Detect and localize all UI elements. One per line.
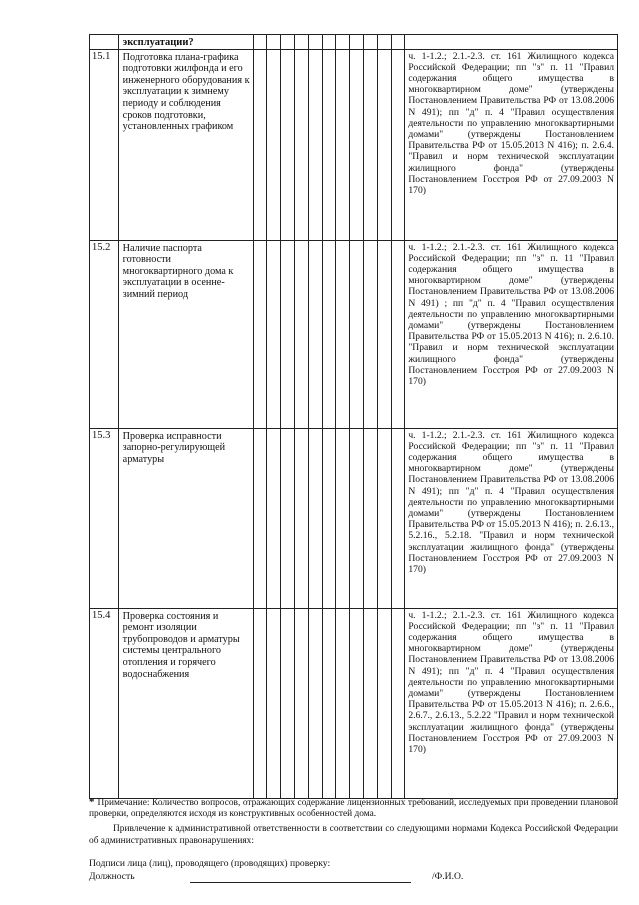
answer-cell [391,35,405,50]
question-text: Наличие паспорта готовности многоквартирного дома к эксплуатации в осенне-зимний период [122,242,234,300]
answer-cell [267,608,281,798]
answer-cell [336,49,350,240]
table-row [90,35,618,50]
answer-cell [336,428,350,608]
signature-underline [190,882,411,883]
answer-cell [391,240,405,428]
table-row [90,428,618,608]
signers-label: Подписи лица (лиц), проводящего (проводящих) проверку: [89,858,331,869]
answer-cell [363,428,377,608]
answer-cell [308,428,322,608]
answer-cell [322,49,336,240]
answer-cell [322,35,336,50]
answer-cell [336,608,350,798]
answer-cell [253,428,267,608]
answer-cell [322,608,336,798]
answer-cell [377,428,391,608]
answer-cell [377,35,391,50]
row-number: 15.3 [90,428,119,608]
answer-cell [350,240,364,428]
position-line [89,871,618,884]
answer-cell [308,49,322,240]
answer-cell [363,240,377,428]
answer-cell [308,35,322,50]
question-cell [118,35,253,50]
question-cell [118,608,253,798]
answer-cell [294,608,308,798]
answer-cell [322,240,336,428]
footnote-marker: * [89,796,95,808]
answer-cell [350,428,364,608]
row-number: 15.4 [90,608,119,798]
answer-cell [253,608,267,798]
answer-cell [391,49,405,240]
answer-cell [363,49,377,240]
answer-cell [281,240,295,428]
answer-cell [267,240,281,428]
answer-cell [391,428,405,608]
answer-cell [350,35,364,50]
question-text: Подготовка плана-графика подготовки жилфонда и его инженерного оборудования к эксплуатации к зимнему периоду и соблюдения сроков подготовки, установленных графиком [122,51,250,133]
row-number: 15.1 [90,49,119,240]
question-cell [118,49,253,240]
answer-cell [281,608,295,798]
position-label: Должность [89,871,135,882]
legal-reference: ч. 1-1.2.; 2.1.-2.3. ст. 161 Жилищного кодекса Российской Федерации; пп "з" п. 11 "Правил содержания общего имущества в многоквартирном доме" (утверждены Постановлением Правительства РФ от 13.08.2006 N 491); пп "д" п. 4 "Правил осуществления деятельности по управлению многоквартирными домами" (утверждены Постановлением Правительства РФ от 15.05.2013 N 416); п. 2.6.4. "Правил и норм технической эксплуатации жилищного фонда" (утверждены Постановлением Госстроя РФ от 27.09.2003 N 170) [405,49,618,240]
question-text: Проверка состояния и ремонт изоляции трубопроводов и арматуры системы центрального отопления и горячего водоснабжения [122,610,240,680]
liability-paragraph: Привлечение к административной ответственности в соответствии со следующими нормами Кодекса Российской Федерации об административных правонарушениях: [89,824,618,846]
signers-line [89,858,618,871]
answer-cell [281,49,295,240]
answer-cell [391,608,405,798]
answer-cell [350,49,364,240]
answer-cell [322,428,336,608]
answer-cell [377,240,391,428]
answer-cell [350,608,364,798]
answer-cell [377,49,391,240]
question-text: Проверка исправности запорно-регулирующей арматуры [122,430,226,465]
footnote-text: Примечание: Количество вопросов, отражающих содержание лицензионных требований, исследуемых при проведении плановой проверки, определяются исходя из конструктивных особенностей дома. [89,798,618,820]
answer-cell [294,240,308,428]
question-cell [118,428,253,608]
table-row [90,49,618,240]
answer-cell [294,35,308,50]
row-number: 15.2 [90,240,119,428]
answer-cell [377,608,391,798]
legal-reference: ч. 1-1.2.; 2.1.-2.3. ст. 161 Жилищного кодекса Российской Федерации; пп "з" п. 11 "Правил содержания общего имущества в многоквартирном доме" (утверждены Постановлением Правительства РФ от 13.08.2006 N 491) ; пп "д" п. 4 "Правил осуществления деятельности по управлению многоквартирными домами" (утверждены Постановлением Правительства РФ от 15.05.2013 N 416); п. 2.6.10. "Правил и норм технической эксплуатации жилищного фонда" (утверждены Постановлением Госстроя РФ от 27.09.2003 N 170) [405,240,618,428]
question-text: эксплуатации? [122,37,194,48]
legal-reference: ч. 1-1.2.; 2.1.-2.3. ст. 161 Жилищного кодекса Российской Федерации; пп "з" п. 11 "Правил содержания общего имущества в многоквартирном доме" (утверждены Постановлением Правительства РФ от 13.08.2006 N 491); пп "д" п. 4 "Правил осуществления деятельности по управлению многоквартирными домами" (утверждены Постановлением Правительства РФ от 15.05.2013 N 416); п. 2.6.6., 2.6.7., 2.6.13., 5.2.22 "Правил и норм технической эксплуатации жилищного фонда" (утверждены Постановлением Госстроя РФ от 27.09.2003 N 170) [405,608,618,798]
answer-cell [281,35,295,50]
answer-cell [294,428,308,608]
answer-cell [267,49,281,240]
answer-cell [253,240,267,428]
table-row [90,240,618,428]
answer-cell [336,35,350,50]
answer-cell [363,608,377,798]
signature-block [89,858,618,884]
answer-cell [281,428,295,608]
checklist-table [89,34,618,799]
table-row [90,608,618,798]
answer-cell [294,49,308,240]
answer-cell [336,240,350,428]
answer-cell [363,35,377,50]
question-cell [118,240,253,428]
answer-cell [308,240,322,428]
reference-cell [405,35,618,50]
answer-cell [267,35,281,50]
answer-cell [253,49,267,240]
answer-cell [253,35,267,50]
row-number-cell [90,35,119,50]
fio-label: /Ф.И.О. [432,871,464,882]
answer-cell [308,608,322,798]
footnote-paragraph [89,797,618,820]
answer-cell [267,428,281,608]
footnotes [89,797,618,847]
legal-reference: ч. 1-1.2.; 2.1.-2.3. ст. 161 Жилищного кодекса Российской Федерации; пп "з" п. 11 "Правил содержания общего имущества в многоквартирном доме" (утверждены Постановлением Правительства РФ от 13.08.2006 N 491); пп "д" п. 4 "Правил осуществления деятельности по управлению многоквартирными домами" (утверждены Постановлением Правительства РФ от 15.05.2013 N 416); п. 2.6.13., 5.2.16., 5.2.18. "Правил и норм технической эксплуатации жилищного фонда" (утверждены Постановлением Госстроя РФ от 27.09.2003 N 170) [405,428,618,608]
